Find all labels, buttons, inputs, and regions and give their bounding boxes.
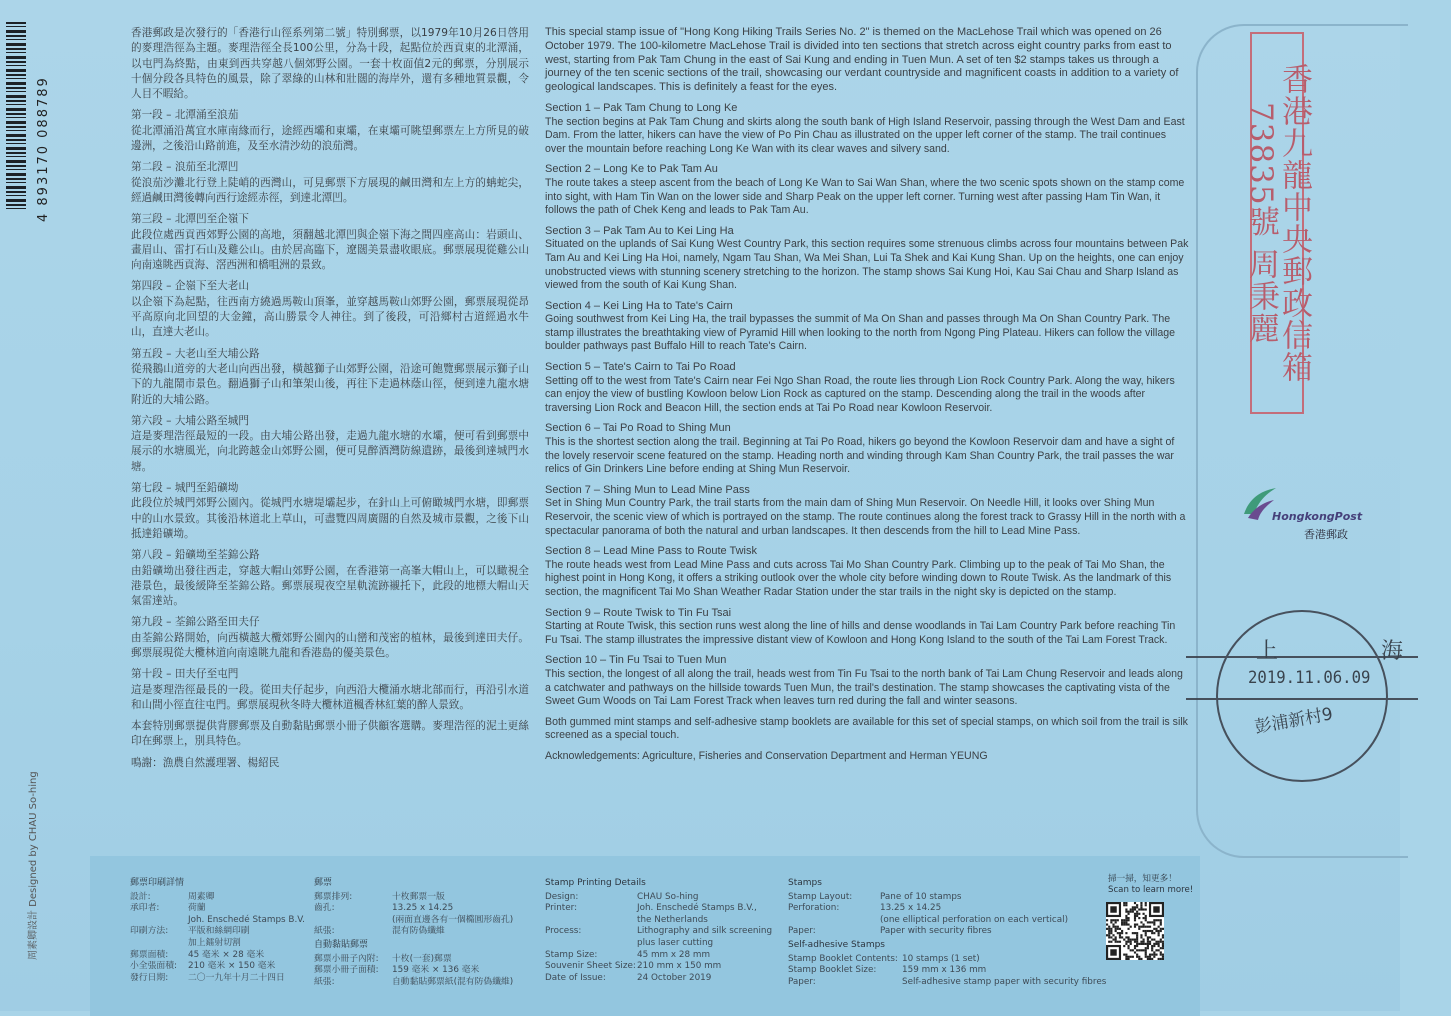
en-sections <box>545 102 1189 709</box>
postmark-bar-bottom <box>1186 698 1418 700</box>
details-row <box>788 926 1108 938</box>
details-row <box>788 915 1108 927</box>
details-row <box>545 892 785 904</box>
en-section-text: The section begins at Pak Tam Chung and skirts along the south bank of High Island Reservoir, passing through the West Dam and East Dam. From the latter, hikers can have the view of Po Pin Chau as illustrated on the upper left corner of the stamp. The trail continues over the mountain before reaching Long Ke Wan with its clear waves and silvery sand. <box>545 115 1185 155</box>
en-section-title: Section 4 – Kei Ling Ha to Tate's Cairn <box>545 299 733 312</box>
details-value: Pane of 10 stamps <box>880 891 962 902</box>
details-row <box>545 938 785 950</box>
details-value: 45 mm x 28 mm <box>637 949 711 960</box>
details-value: Joh. Enschedé Stamps B.V., <box>637 903 757 914</box>
en-section-text: Setting off to the west from Tate's Cairn near Fei Ngo Shan Road, the route lies through Lion Rock Country Park. Along the way, hikers can enjoy the view of bustling Kowloon below Lion Rock as captured on the stamp. Descending along the trail in the woods after traversing Lion Rock and Beacon Hill, the section ends at Tai Po Road near Kowloon Reservoir. <box>545 374 1175 414</box>
scan-prompt <box>1108 874 1193 896</box>
details-key: 郵票排列: <box>314 891 353 902</box>
details-value: 平版和絲網印刷 <box>188 926 250 937</box>
zh-section-text: 從浪茄沙灘北行登上陡峭的西灣山，可見郵票下方展現的鹹田灣和左上方的蚺蛇尖，經過鹹田灣後轉向西行途經赤徑，到達北潭凹。 <box>131 176 529 204</box>
hongkong-post-logo <box>1236 484 1376 544</box>
details-row <box>130 926 310 938</box>
details-key: 設計: <box>130 891 151 902</box>
english-text-column <box>545 26 1189 771</box>
details-row <box>314 926 534 938</box>
details-title: 郵票印刷詳情 <box>130 878 185 888</box>
zh-section-title: 第五段 – 大老山至大埔公路 <box>131 347 260 360</box>
details-value: (one elliptical perforation on each vertical) <box>880 914 1069 925</box>
zh-acknowledgement: 鳴謝：漁農自然護理署、楊紹民 <box>131 756 280 769</box>
en-acknowledgement: Acknowledgements: Agriculture, Fisheries and Conservation Department and Herman YEUNG <box>545 749 988 762</box>
details-value: plus laser cutting <box>637 937 714 948</box>
zh-closing: 本套特別郵票提供背膠郵票及自動黏貼郵票小冊子供顧客選購。麥理浩徑的泥土更絲印在郵票上，別具特色。 <box>131 720 529 748</box>
en-section-title: Section 5 – Tate's Cairn to Tai Po Road <box>545 361 736 374</box>
details-row <box>130 973 310 985</box>
en-section-text: The route heads west from Lead Mine Pass and cuts across Tai Mo Shan Country Park. Climbing up to the peak of Tai Mo Shan, the highest point in Hong Kong, it offers a striking outlook over the whole city before winding down to Route Twisk. As the landmark of this section, the magnificent Tai Mo Shan Weather Radar Station under the star trails in the night sky is depicted on the stamp. <box>545 558 1172 598</box>
barcode-number: 4 893170 088789 <box>36 76 51 222</box>
zh-section-text: 由鉛礦坳出發往西走，穿越大帽山郊野公園，在香港第一高峯大帽山上，可以瞰視全港景色，最後緩降至荃錦公路。郵票展現夜空星軌流跡襯托下，此段的地標大帽山天氣雷達站。 <box>131 564 529 608</box>
details-subtitle: Self-adhesive Stamps <box>788 939 885 950</box>
details-row <box>545 973 785 985</box>
zh-section-title: 第九段 – 荃錦公路至田夫仔 <box>131 616 260 629</box>
en-section-text: Situated on the uplands of Sai Kung West Country Park, this section requires some strenuous climbs across four mountains between Pak Tam Au and Kei Ling Ha Hoi, namely, Ngam Tau Shan, Wa Mei Shan, Lui Ta Shek and Kai Kung Shan. Up on the heights, one can enjoy unobstructed views with stunning scenery stretching to the horizon. The stamp shows Sai Kung Hoi, Kau Sai Chau and Sharp Island as viewed from the south of Kai Kung Shan. <box>545 238 1189 292</box>
scan-prompt-en: Scan to learn more! <box>1108 885 1194 895</box>
details-row <box>314 915 534 927</box>
details-key <box>130 915 188 927</box>
details-row <box>788 954 1108 966</box>
qr-code[interactable] <box>1106 902 1164 960</box>
en-section-text: Set in Shing Mun Country Park, the trail starts from the main dam of Shing Mun Reservoir. On Needle Hill, it looks over Shing Mun Reservoir, the scenic view of which is portrayed on the stamp. The route continues along the forest track to Grassy Hill in the north with a spectacular panorama of both the natural and urban landscapes. It then descends from the hill to Lead Mine Pass. <box>545 497 1186 537</box>
brand-name-zh: 香港郵政 <box>1304 528 1348 541</box>
details-key <box>788 915 880 927</box>
details-value: 二〇一九年十月二十四日 <box>188 972 285 983</box>
details-subtitle: 自動黏貼郵票 <box>314 939 369 950</box>
address-chop: 香港九龍中央郵政信箱73835號 周秉麗 <box>1250 32 1304 414</box>
en-section-title: Section 3 – Pak Tam Au to Kei Ling Ha <box>545 224 734 237</box>
details-value: 13.25 x 14.25 <box>880 903 942 914</box>
details-value: CHAU So-hing <box>637 891 699 902</box>
en-section-title: Section 9 – Route Twisk to Tin Fu Tsai <box>545 606 732 619</box>
details-row <box>130 961 310 973</box>
details-value: 十枚郵票一版 <box>392 891 445 902</box>
details-row <box>788 903 1108 915</box>
zh-section-text: 以企嶺下為起點，往西南方繞過馬鞍山頂峯，並穿越馬鞍山郊野公園，郵票展現從昂平高原向北回望的大金鐘，高山勝景令人神往。到了後段，可沿鄉村古道經過水牛山，直達大老山。 <box>131 295 529 339</box>
zh-section-text: 從北潭涌沿萬宜水庫南緣而行，途經西壩和東壩，在東壩可眺望郵票左上方所見的破邊洲，之後沿山路前進，及至水清沙幼的浪茄灣。 <box>131 124 529 153</box>
en-section-text: Going southwest from Kei Ling Ha, the trail bypasses the summit of Ma On Shan and passes through Ma On Shan Country Park. The stamp illustrates the breathtaking view of Pyramid Hill when looking to the north from Ngong Ping Plateau. Hikers can follow the village boulder pathways past Buffalo Hill to reach Tate's Cairn. <box>545 313 1176 353</box>
details-value: Paper with security fibres <box>880 926 992 937</box>
details-value: 210 mm x 150 mm <box>637 961 722 972</box>
zh-section-text: 由荃錦公路開始，向西橫越大欖郊野公園內的山巒和茂密的植林，最後到達田夫仔。郵票展現從大欖林道向南遠眺九龍和香港島的優美景色。 <box>131 631 529 659</box>
details-value: 10 stamps (1 set) <box>902 953 980 964</box>
en-section-title: Section 8 – Lead Mine Pass to Route Twisk <box>545 545 757 558</box>
en-section-title: Section 6 – Tai Po Road to Shing Mun <box>545 422 731 435</box>
details-key: Paper: <box>788 976 816 987</box>
en-printing-details <box>545 878 785 984</box>
en-section-text: The route takes a steep ascent from the beach of Long Ke Wan to Sai Wan Shan, where the two scenic spots shown on the stamp come into sight, with Ham Tin Wan on the lower side and Sharp Peak on the upper left corner. Turning west after passing Ham Tin Wan, it follows the path of Chek Keng and leads to Pak Tam Au. <box>545 176 1185 217</box>
details-value: 加上鐳射切割 <box>188 937 241 948</box>
designer-credit: 周素卿設計 Designed by CHAU So-hing <box>28 771 39 960</box>
en-section-title: Section 2 – Long Ke to Pak Tam Au <box>545 163 718 176</box>
details-key: 承印者: <box>130 903 160 914</box>
details-key: Stamp Booklet Contents: <box>788 953 898 964</box>
en-section-title: Section 1 – Pak Tam Chung to Long Ke <box>545 101 738 114</box>
details-value: 45 毫米 × 28 毫米 <box>188 949 265 960</box>
details-key <box>314 915 392 927</box>
zh-section-title: 第七段 – 城門至鉛礦坳 <box>131 482 239 495</box>
zh-section-text: 此段位處西貢西郊野公園的高地，須翻越北潭凹與企嶺下海之間四座高山：岩頭山、畫眉山、雷打石山及雞公山。由於居高臨下，遼闊美景盡收眼底。郵票展現從雞公山向南遠眺西貢海、滘西洲和橋咀洲的景致。 <box>131 228 529 272</box>
details-key: Souvenir Sheet Size: <box>545 961 636 972</box>
brand-name: HongkongPost <box>1272 510 1363 523</box>
zh-section-title: 第八段 – 鉛礦坳至荃錦公路 <box>131 549 260 562</box>
details-row <box>545 961 785 973</box>
details-key: Process: <box>545 926 582 937</box>
details-value: 210 毫米 × 150 毫米 <box>188 961 276 972</box>
details-key <box>545 915 637 927</box>
postmark-date: 2019.11.06.09 <box>1248 668 1371 688</box>
en-section-text: This section, the longest of all along the trail, heads west from Tin Fu Tsai to the north bank of Tai Lam Chung Reservoir and leads along a catchwater and pathways on the hillside towards Tuen Mun, the trail's destination. The stamp showcases the captivating vista of the Sweet Gum Woods on Tai Lam Forest Track when leaves turn red during the fall and winter seasons. <box>545 667 1183 708</box>
details-key: Stamp Layout: <box>788 891 853 902</box>
details-value: 159 mm x 136 mm <box>902 965 987 976</box>
chinese-text-column <box>131 26 529 777</box>
zh-intro: 香港郵政是次發行的「香港行山徑系列第二號」特別郵票，以1979年10月26日啓用的麥理浩徑為主題。麥理浩徑全長100公里，分為十段，起點位於西貢東的北潭涌，以屯門為終點，由東到西共穿越八個郊野公園。一套十枚面值2元的郵票，分別展示十個分段各具特色的風景，除了翠綠的山林和壯闊的海岸外，還有多種地質景觀，令人目不暇給。 <box>131 27 529 101</box>
details-key: 發行日期: <box>130 972 169 983</box>
details-key: Printer: <box>545 903 578 914</box>
details-title: Stamps <box>788 878 822 888</box>
details-row <box>545 915 785 927</box>
details-key <box>545 938 637 950</box>
details-key: 郵票小冊子面積: <box>314 965 379 976</box>
details-row <box>130 938 310 950</box>
details-value: 周素卿 <box>188 891 215 902</box>
zh-sections <box>131 108 529 713</box>
details-row <box>130 915 310 927</box>
details-key: Perforation: <box>788 903 840 914</box>
postmark-city: 上 海 <box>1256 639 1451 664</box>
en-section-text: This is the shortest section along the trail. Beginning at Tai Po Road, hikers go beyond the Kowloon Reservoir dam and have a sight of the lovely reservoir scene featured on the stamp. Heading north and winding through Kam Shan Country Park, the trail passes the war relics of Gin Drinkers Line before ending at Shing Mun Reservoir. <box>545 436 1175 476</box>
zh-stamp-details <box>314 878 534 988</box>
details-value: (兩面直邊各有一個橢圓形齒孔) <box>392 914 514 925</box>
zh-section-text: 這是麥理浩徑最長的一段。從田夫仔起步，向西沿大欖涌水塘北部而行，再沿引水道和山間小徑直往屯門。郵票展現秋冬時大欖林道楓香林紅葉的醉人景致。 <box>131 683 529 711</box>
barcode <box>6 22 26 212</box>
en-section-text: Starting at Route Twisk, this section runs west along the line of hills and dense woodlands in Tai Lam Country Park before reaching Tin Fu Tsai. The stamp illustrates the impressive distant view of Kowloon and Hong Kong Island to the south of the Tai Lam Forest Track. <box>545 620 1176 646</box>
details-value: Self-adhesive stamp paper with security fibres <box>902 976 1107 987</box>
zh-section-text: 此段位於城門郊野公園內。從城門水塘堤壩起步，在針山上可俯瞰城門水塘，即郵票中的山水景致。其後沿林道北上草山，可盡覽四周廣闊的自然及城市景觀，之後下山抵達鉛礦坳。 <box>131 497 529 540</box>
details-row <box>788 977 1108 989</box>
details-row <box>788 892 1108 904</box>
details-row <box>545 903 785 915</box>
zh-printing-details <box>130 878 310 984</box>
printing-details-footer <box>90 856 1200 1016</box>
details-row <box>314 892 534 904</box>
details-key: Date of Issue: <box>545 972 606 983</box>
en-section-title: Section 7 – Shing Mun to Lead Mine Pass <box>545 483 750 496</box>
details-row <box>314 965 534 977</box>
postmark-office: 彭浦新村9 <box>1253 704 1335 738</box>
details-value: 混有防偽纖維 <box>392 926 445 937</box>
details-row <box>314 977 534 989</box>
details-value: 24 October 2019 <box>637 972 712 983</box>
details-row <box>788 965 1108 977</box>
details-row <box>130 892 310 904</box>
zh-section-title: 第六段 – 大埔公路至城門 <box>131 414 249 427</box>
zh-section-text: 這是麥理浩徑最短的一段。由大埔公路出發，走過九龍水塘的水壩，便可看到郵票中展示的水塘風光，向北跨越金山郊野公園，便可見醉酒灣防線遺跡，最後到達城門水塘。 <box>131 430 529 473</box>
details-key: Stamp Size: <box>545 949 598 960</box>
en-closing: Both gummed mint stamps and self-adhesive stamp booklets are available for this set of special stamps, on which soil from the trail is silk screened as a special touch. <box>545 715 1188 742</box>
zh-section-title: 第十段 – 田夫仔至屯門 <box>131 668 239 681</box>
zh-section-title: 第四段 – 企嶺下至大老山 <box>131 280 249 293</box>
en-intro: This special stamp issue of "Hong Kong Hiking Trails Series No. 2" is themed on the MacLehose Trail which was opened on 26 October 1979. The 100-kilometre MacLehose Trail is divided into ten sections that stretch across eight country parks from east to west, starting from Pak Tam Chung in the east of Sai Kung and ending in Tuen Mun. A set of ten $2 stamps takes us through a journey of the ten scenic sections of the trail, showcasing our verdant countryside and magnificent coasts in addition to a variety of geological landscapes. This is definitely a feast for the eyes. <box>545 26 1179 94</box>
details-title: Stamp Printing Details <box>545 878 646 888</box>
details-key: 郵票小冊子內附: <box>314 953 379 964</box>
details-key <box>130 938 188 950</box>
zh-section-title: 第三段 – 北潭凹至企嶺下 <box>131 213 249 226</box>
details-value: Joh. Enschedé Stamps B.V. <box>188 914 305 925</box>
details-value: 13.25 x 14.25 <box>392 903 454 914</box>
details-key: 齒孔: <box>314 903 335 914</box>
details-row <box>545 950 785 962</box>
details-key: 小全張面積: <box>130 961 177 972</box>
details-key: Paper: <box>788 926 816 937</box>
zh-section-text: 從飛鵝山道旁的大老山向西出發，橫越獅子山郊野公園，沿途可飽覽郵票展示獅子山下的九龍鬧市景色。翻過獅子山和筆架山後，再往下走過林蔭山徑，便到達九龍水塘附近的大埔公路。 <box>131 362 529 406</box>
details-value: 荷蘭 <box>188 903 206 914</box>
details-value: 159 毫米 × 136 毫米 <box>392 965 480 976</box>
details-title: 郵票 <box>314 878 333 888</box>
details-value: 自動黏貼郵票紙(混有防偽纖維) <box>392 976 514 987</box>
details-row <box>314 903 534 915</box>
details-key: 郵票面積: <box>130 949 169 960</box>
zh-section-title: 第二段 – 浪茄至北潭凹 <box>131 161 239 174</box>
details-key: 紙張: <box>314 926 335 937</box>
details-row <box>545 926 785 938</box>
details-row <box>130 950 310 962</box>
zh-section-title: 第一段 – 北潭涌至浪茄 <box>131 109 239 122</box>
details-row <box>314 954 534 966</box>
details-key: Design: <box>545 891 579 902</box>
details-key: 印刷方法: <box>130 926 169 937</box>
details-value: the Netherlands <box>637 914 708 925</box>
scan-prompt-zh: 掃一掃，知更多！ <box>1108 874 1177 884</box>
details-value: Lithography and silk screening <box>637 926 773 937</box>
details-row <box>130 903 310 915</box>
details-key: Stamp Booklet Size: <box>788 965 877 976</box>
en-stamp-details <box>788 878 1108 988</box>
en-section-title: Section 10 – Tin Fu Tsai to Tuen Mun <box>545 654 727 667</box>
details-value: 十枚(一套)郵票 <box>392 953 452 964</box>
details-key: 紙張: <box>314 976 335 987</box>
postmark <box>1216 610 1451 782</box>
